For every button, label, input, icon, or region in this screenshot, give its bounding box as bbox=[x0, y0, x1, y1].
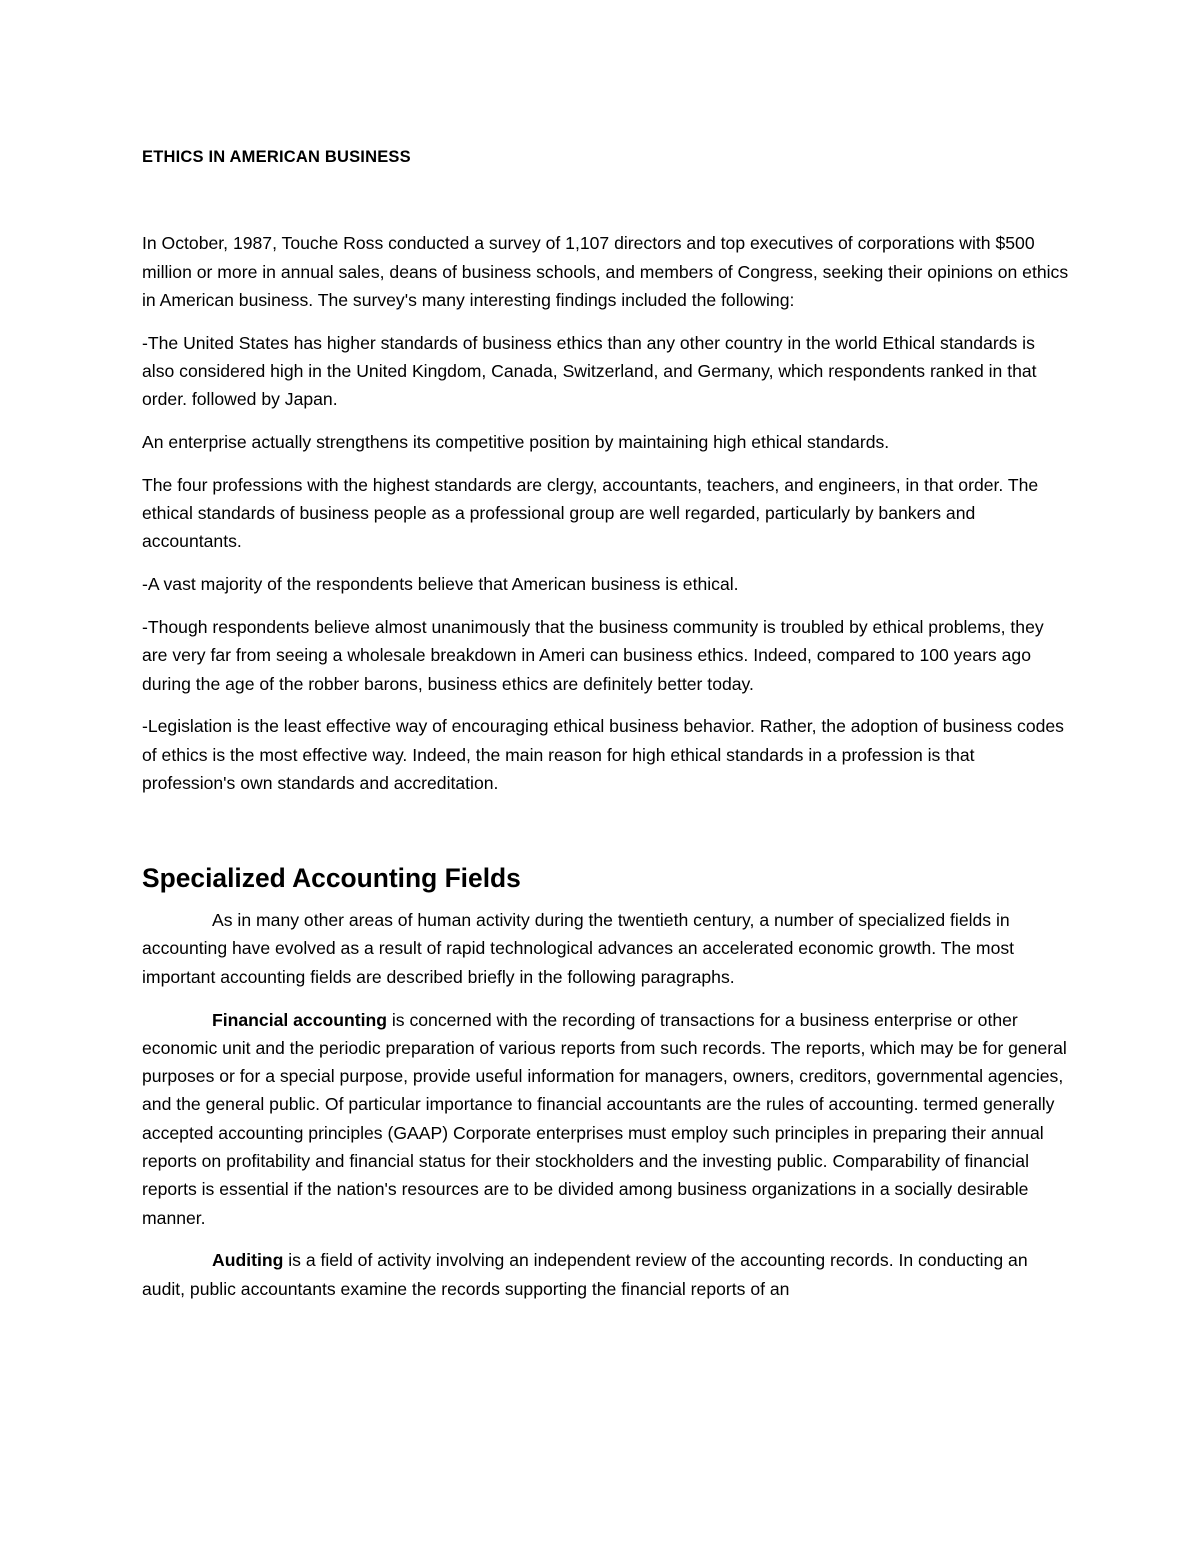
term-auditing: Auditing bbox=[212, 1250, 284, 1271]
term-financial-accounting: Financial accounting bbox=[212, 1009, 387, 1030]
document-body bbox=[142, 143, 1072, 1318]
spacer bbox=[142, 812, 1072, 864]
paragraph-ethical-problems: -Though respondents believe almost unanimously that the business community is troubled by ethical problems, they are very far from seeing a wholesale breakdown in Ameri can business ethics. Indeed, compared to 100 years ago during the age of the robber barons, business ethics are definitely better today. bbox=[142, 617, 1044, 694]
auditing-text: is a field of activity involving an independent review of the accounting records. In conducting an audit, public accountants examine the records supporting the financial reports of an bbox=[142, 1250, 1028, 1299]
paragraph-legislation: -Legislation is the least effective way of encouraging ethical business behavior. Rather, the adoption of business codes of ethics is the most effective way. Indeed, the main reason for high ethical standards in a profession is that profession's own standards and accreditation. bbox=[142, 716, 1064, 794]
paragraph-auditing bbox=[142, 1246, 1072, 1303]
paragraph-us-standards: -The United States has higher standards of business ethics than any other country in the world Ethical standards is also considered high in the United Kingdom, Canada, Switzerland, and Germany, which respondents ranked in that order. followed by Japan. bbox=[142, 332, 1037, 410]
paragraph-competitive-position: An enterprise actually strengthens its competitive position by maintaining high ethical standards. bbox=[142, 432, 890, 453]
paragraph-survey-intro: In October, 1987, Touche Ross conducted a survey of 1,107 directors and top executives of corporations with $500 million or more in annual sales, deans of business schools, and members of Congress, seeking their opinions on ethics in American business. The survey's many interesting findings included the following: bbox=[142, 233, 1069, 310]
paragraph-four-professions: The four professions with the highest standards are clergy, accountants, teachers, and engineers, in that order. The ethical standards of business people as a professional group are well regarded, particularly by bankers and accountants. bbox=[142, 474, 1039, 552]
document-title: ETHICS IN AMERICAN BUSINESS bbox=[142, 148, 411, 166]
paragraph-financial-accounting bbox=[142, 1006, 1072, 1232]
financial-accounting-text: is concerned with the recording of transactions for a business enterprise or other economic unit and the periodic preparation of various reports from such records. The reports, which may be for general purposes or for a special purpose, provide useful information for managers, owners, creditors, governmental agencies, and the general public. Of particular importance to financial accountants are the rules of accounting. termed generally accepted accounting principles (GAAP) Corporate enterprises must employ such principles in preparing their annual reports on profitability and financial status for their stockholders and the investing public. Comparability of financial reports is essential if the nation's resources are to be divided among business organizations in a socially desirable manner. bbox=[142, 1009, 1067, 1228]
paragraph-majority-ethical: -A vast majority of the respondents believe that American business is ethical. bbox=[142, 574, 739, 595]
spacer bbox=[142, 171, 1072, 229]
paragraph-section-intro: As in many other areas of human activity during the twentieth century, a number of specialized fields in accounting have evolved as a result of rapid technological advances an accelerated economic growth. The most important accounting fields are described briefly in the following paragraphs. bbox=[142, 910, 1015, 987]
section-heading: Specialized Accounting Fields bbox=[142, 862, 521, 893]
